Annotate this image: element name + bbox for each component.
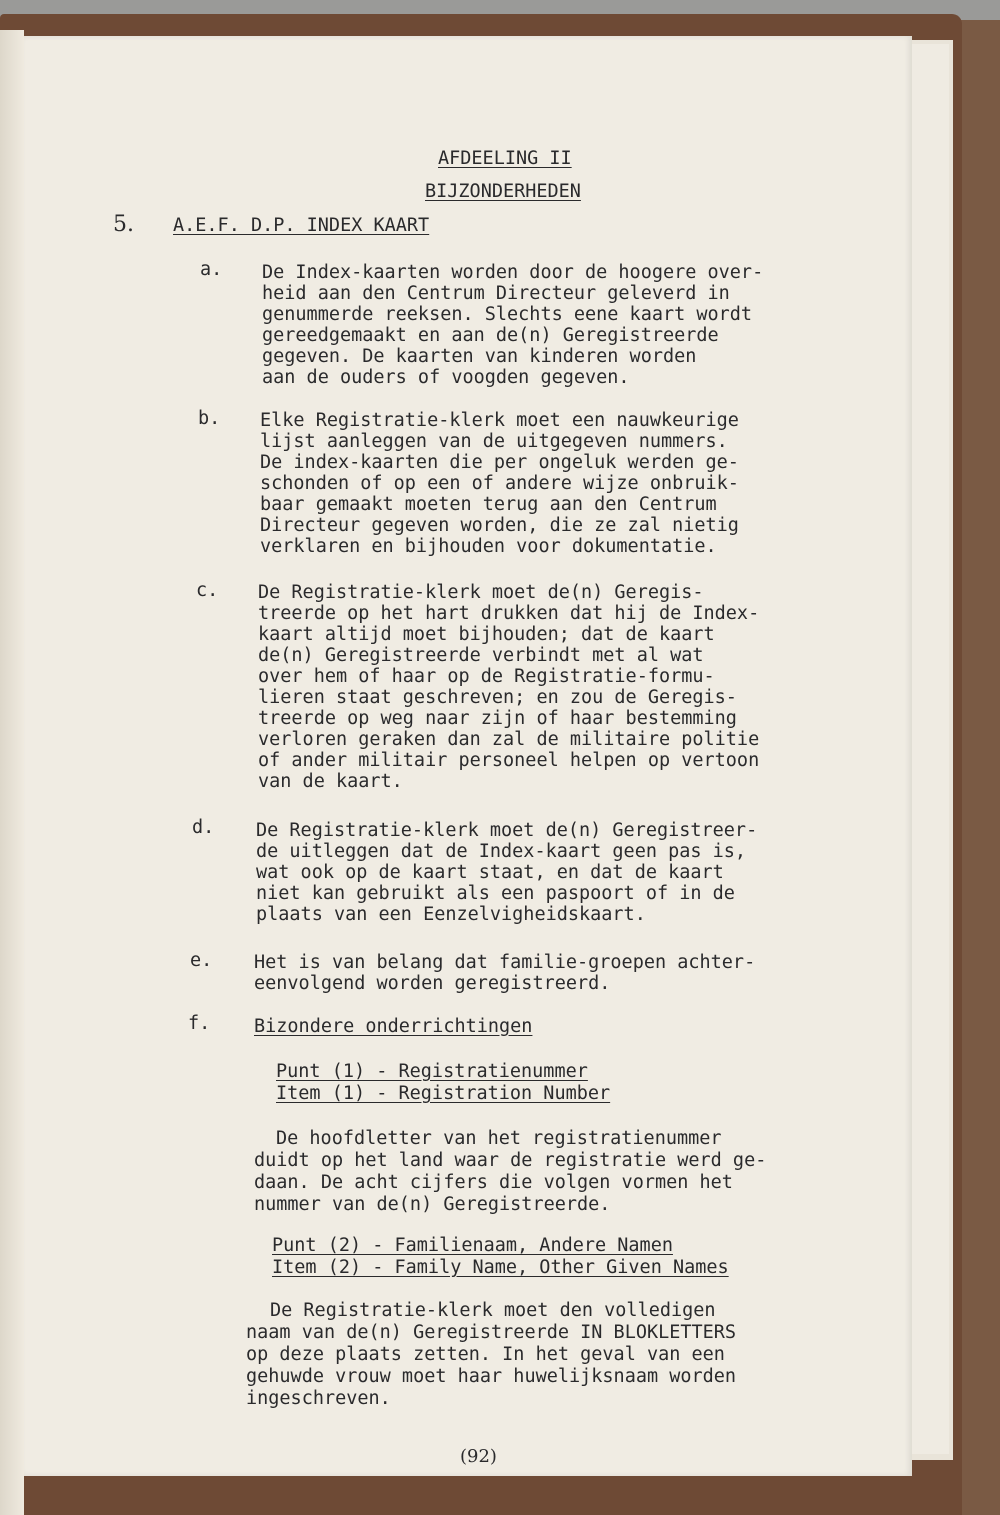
section-header: AFDEELING II (438, 148, 572, 169)
paragraph-letter-a: a. (200, 259, 223, 280)
point-2-line: naam van de(n) Geregistreerde IN BLOKLETTERS (246, 1322, 737, 1343)
paragraph-letter-c: c. (196, 580, 219, 601)
paragraph-c-line: over hem of haar op de Registratie-formu- (258, 666, 715, 687)
point-2-line: gehuwde vrouw moet haar huwelijksnaam worden (246, 1366, 737, 1387)
paragraph-b-line: baar gemaakt moeten terug aan den Centrum (260, 494, 717, 515)
paragraph-letter-b: b. (198, 408, 221, 429)
paragraph-c-line: of ander militair personeel helpen op vertoon (258, 750, 760, 771)
point-1-line: duidt op het land waar de registratie werd ge- (254, 1150, 767, 1171)
paragraph-letter-e: e. (190, 950, 213, 971)
paragraph-c-line: van de kaart. (258, 771, 403, 792)
paragraph-b-line: schonden of op een of andere wijze onbruik- (260, 473, 739, 494)
paragraph-b-line: verklaren en bijhouden voor dokumentatie. (260, 536, 717, 557)
page-number: (92) (460, 1446, 497, 1467)
paragraph-d-line: wat ook op de kaart staat, en dat de kaart (256, 862, 724, 883)
paragraph-e-line: Het is van belang dat familie-groepen achter- (254, 952, 756, 973)
point-2-heading-nl: Punt (2) - Familienaam, Andere Namen (272, 1235, 673, 1256)
paragraph-d-line: de uitleggen dat de Index-kaart geen pas is, (256, 841, 747, 862)
item-f-title: Bizondere onderrichtingen (254, 1016, 533, 1037)
item-title: A.E.F. D.P. INDEX KAART (173, 215, 430, 236)
paragraph-a-line: heid aan den Centrum Directeur geleverd in (262, 283, 730, 304)
section-subheader: BIJZONDERHEDEN (425, 181, 581, 202)
paragraph-a-line: aan de ouders of voogden gegeven. (262, 367, 630, 388)
paragraph-c-line: verloren geraken dan zal de militaire politie (258, 729, 760, 750)
paragraph-a-line: gegeven. De kaarten van kinderen worden (262, 346, 697, 367)
book-gutter (0, 30, 24, 1515)
paragraph-d-line: plaats van een Eenzelvigheidskaart. (256, 904, 646, 925)
point-1-heading-nl: Punt (1) - Registratienummer (276, 1061, 588, 1082)
paragraph-b-line: Elke Registratie-klerk moet een nauwkeurige (260, 410, 739, 431)
point-1-line: De hoofdletter van het registratienummer (276, 1128, 722, 1149)
point-2-heading-en: Item (2) - Family Name, Other Given Names (272, 1257, 729, 1278)
paragraph-c-line: de(n) Geregistreerde verbindt met al wat (258, 645, 704, 666)
paragraph-e-line: eenvolgend worden geregistreerd. (254, 973, 611, 994)
paragraph-letter-d: d. (192, 817, 215, 838)
paragraph-a-line: genummerde reeksen. Slechts eene kaart wordt (262, 304, 753, 325)
paragraph-d-line: De Registratie-klerk moet de(n) Geregistreer- (256, 820, 758, 841)
paragraph-c-line: treerde op weg naar zijn of haar bestemming (258, 708, 737, 729)
paragraph-d-line: niet kan gebruikt als een paspoort of in de (256, 883, 735, 904)
paragraph-c-line: De Registratie-klerk moet de(n) Geregis- (258, 582, 704, 603)
paragraph-c-line: treerde op het hart drukken dat hij de Index- (258, 603, 760, 624)
point-2-line: De Registratie-klerk moet den volledigen (270, 1300, 716, 1321)
point-1-line: daan. De acht cijfers die volgen vormen het (254, 1172, 733, 1193)
paragraph-letter-f: f. (188, 1013, 211, 1034)
paragraph-c-line: lieren staat geschreven; en zou de Geregis- (258, 687, 737, 708)
paragraph-b-line: lijst aanleggen van de uitgegeven nummers. (260, 431, 728, 452)
paragraph-b-line: Directeur gegeven worden, die ze zal nietig (260, 515, 739, 536)
item-number: 5. (113, 212, 134, 237)
paragraph-a-line: De Index-kaarten worden door de hoogere over- (262, 262, 764, 283)
point-2-line: ingeschreven. (246, 1388, 391, 1409)
point-1-heading-en: Item (1) - Registration Number (276, 1083, 611, 1104)
point-2-line: op deze plaats zetten. In het geval van een (246, 1344, 725, 1365)
paragraph-c-line: kaart altijd moet bijhouden; dat de kaart (258, 624, 715, 645)
paragraph-a-line: gereedgemaakt en aan de(n) Geregistreerde (262, 325, 719, 346)
point-1-line: nummer van de(n) Geregistreerde. (254, 1194, 611, 1215)
paragraph-b-line: De index-kaarten die per ongeluk werden ge- (260, 452, 739, 473)
